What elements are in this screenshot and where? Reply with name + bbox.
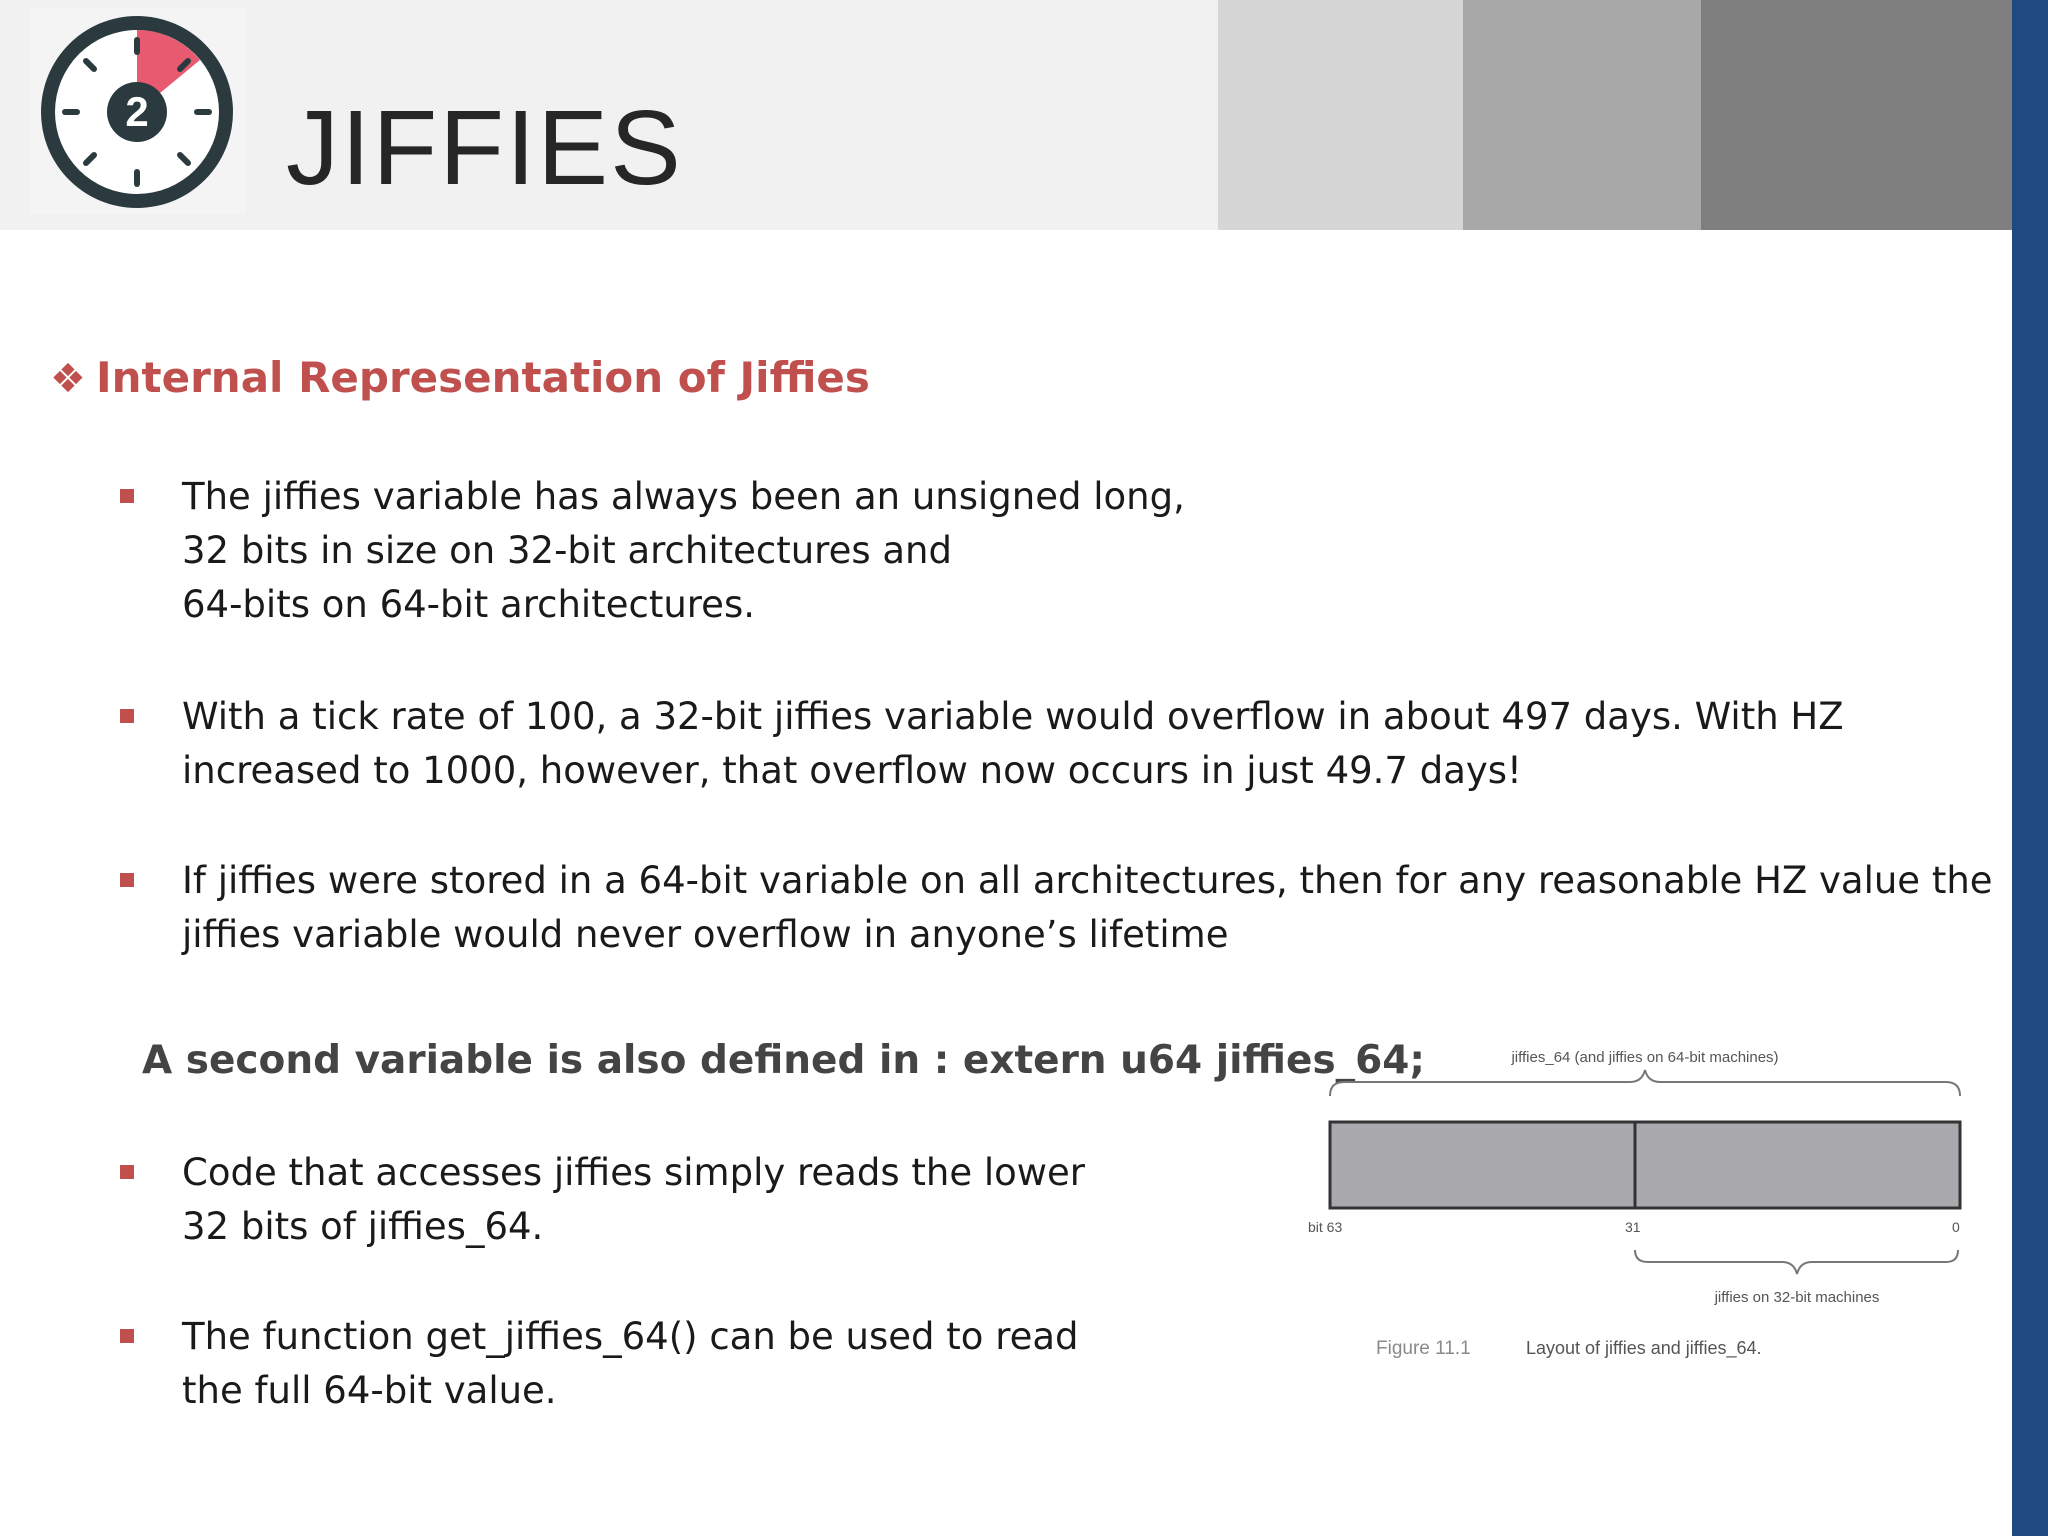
figure-caption-number: Figure 11.1 (1376, 1338, 1471, 1359)
bullet-text: With a tick rate of 100, a 32-bit jiffies variable would overflow in about 497 days. With HZ increased to 1000, however, that overflow now occurs in just 49.7 days! (182, 695, 1844, 792)
header-gray-block-dark (1701, 0, 2012, 230)
square-bullet-icon (120, 1329, 134, 1343)
bullet-text: If jiffies were stored in a 64-bit variable on all architectures, then for any reasonable HZ value the jiffies variable would never overflow in anyone’s lifetime (182, 859, 1993, 956)
jiffies-layout-figure (1290, 1038, 1990, 1368)
bullet-text: The function get_jiffies_64() can be used to read the full 64-bit value. (182, 1315, 1079, 1412)
header-gray-block-mid (1463, 0, 1701, 230)
square-bullet-icon (120, 709, 134, 723)
top-brace (1330, 1070, 1960, 1096)
side-accent-bar (2012, 0, 2048, 1536)
diamond-bullet-icon: ❖ (50, 356, 86, 402)
stopwatch-icon (30, 8, 246, 214)
square-bullet-icon (120, 489, 134, 503)
register-box (1330, 1122, 1960, 1208)
bullet-text: Code that accesses jiffies simply reads the lower 32 bits of jiffies_64. (182, 1151, 1086, 1248)
figure-caption-text: Layout of jiffies and jiffies_64. (1526, 1338, 1762, 1358)
section-heading-text: Internal Representation of Jiffies (96, 353, 870, 402)
list-item (120, 690, 2000, 798)
square-bullet-icon (120, 1165, 134, 1179)
logo-number: 2 (125, 88, 149, 135)
bit-0-label: 0 (1952, 1219, 1960, 1235)
figure-bottom-label: jiffies on 32-bit machines (1714, 1289, 1880, 1306)
bottom-brace (1635, 1250, 1958, 1274)
page-title: JIFFIES (286, 89, 683, 207)
bullet-text: The jiffies variable has always been an unsigned long, 32 bits in size on 32-bit architectures and 64-bits on 64-bit architectures. (182, 475, 1185, 626)
figure-top-label: jiffies_64 (and jiffies on 64-bit machines) (1511, 1049, 1779, 1066)
bit-63-label: bit 63 (1308, 1219, 1343, 1235)
header-gray-block-light (1218, 0, 1463, 230)
list-item (120, 854, 2000, 962)
bit-31-label: 31 (1625, 1219, 1641, 1235)
list-item (120, 470, 2000, 632)
list-item (120, 1146, 1120, 1254)
subheading: A second variable is also defined in : extern u64 jiffies_64; (142, 1038, 1426, 1083)
list-item (120, 1310, 1120, 1418)
square-bullet-icon (120, 873, 134, 887)
section-heading (50, 350, 870, 407)
